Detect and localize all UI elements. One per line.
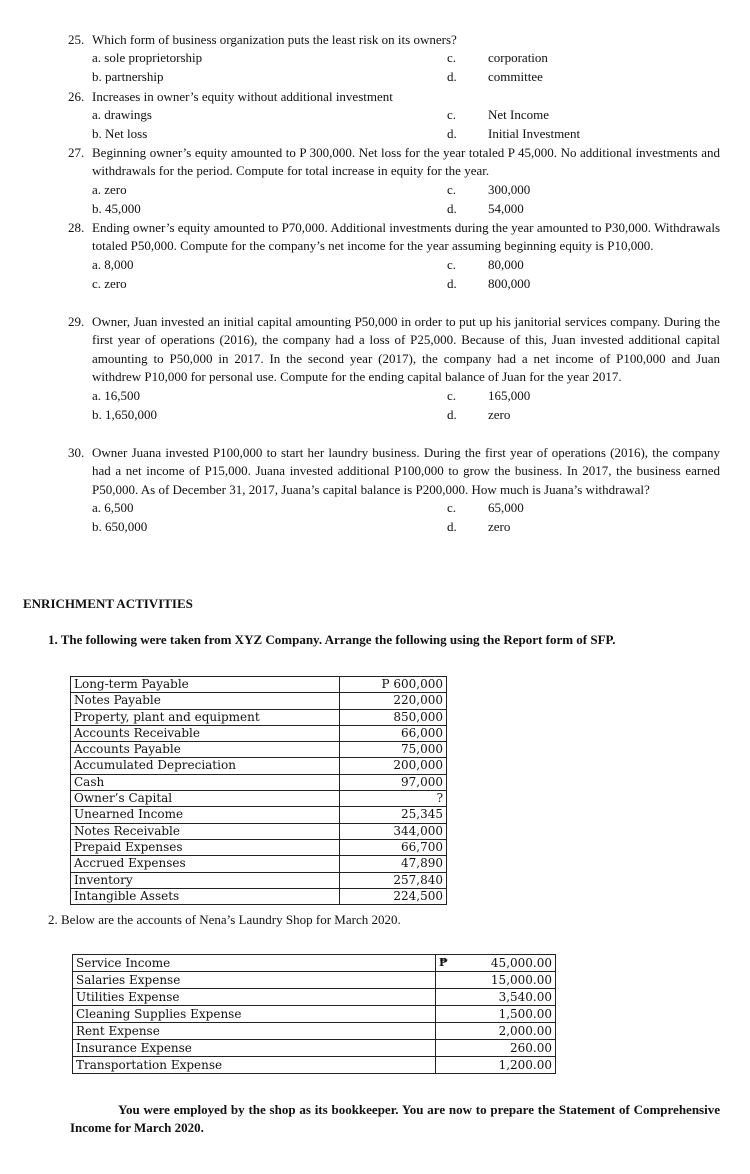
option-letter: d.	[447, 519, 457, 535]
table-row	[71, 677, 447, 693]
account-amount: 3,540.00	[498, 990, 552, 1004]
table-row	[71, 872, 447, 888]
table-row	[73, 955, 556, 972]
question-text: Owner Juana invested P100,000 to start her laundry business. During the first year of operations (2016), the company had a net income of P15,000. Juana invested additional P100,000 to grow the business. In 2017, the business earned P50,000. As of December 31, 2017, Juana’s capital balance is P200,000. How much is Juana’s withdrawal?	[92, 445, 720, 497]
option-letter: c.	[447, 107, 457, 123]
option-left: a. sole proprietorship	[92, 50, 203, 66]
option-right: 300,000	[488, 181, 531, 197]
enrichment-item-2: 2. Below are the accounts of Nena’s Laundry Shop for March 2020.	[48, 912, 401, 927]
options	[92, 499, 720, 537]
option-letter: c.	[447, 181, 457, 197]
account-amount: 15,000.00	[490, 973, 552, 987]
option-left: c. zero	[92, 275, 127, 291]
account-name: Inventory	[71, 872, 340, 888]
table-row	[71, 725, 447, 741]
table-row	[71, 709, 447, 725]
option-letter: d.	[447, 200, 457, 216]
enrichment-item-1: 1. The following were taken from XYZ Company. Arrange the following using the Report form of SFP.	[48, 632, 616, 647]
options	[92, 181, 720, 219]
account-amount: 66,000	[340, 725, 447, 741]
account-amount: 66,700	[340, 839, 447, 855]
option-left: a. 8,000	[92, 256, 134, 272]
account-name: Transportation Expense	[73, 1057, 436, 1074]
option-left: b. partnership	[92, 69, 164, 85]
question-number: 30.	[68, 445, 85, 460]
option-right: 165,000	[488, 387, 531, 403]
question-25	[68, 31, 720, 87]
options	[92, 49, 720, 87]
options	[92, 256, 720, 294]
option-left: a. 16,500	[92, 387, 141, 403]
account-amount-cell	[436, 1023, 556, 1040]
account-name: Long-term Payable	[71, 677, 340, 693]
sfp-accounts-table	[70, 676, 447, 905]
question-number: 26.	[68, 89, 85, 104]
account-amount: 25,345	[340, 807, 447, 823]
option-right: 54,000	[488, 200, 524, 216]
option-right: 800,000	[488, 275, 531, 291]
table-row	[71, 823, 447, 839]
option-right: Initial Investment	[488, 126, 581, 142]
account-name: Notes Receivable	[71, 823, 340, 839]
question-number: 29.	[68, 314, 85, 329]
account-name: Cash	[71, 774, 340, 790]
option-left: b. 1,650,000	[92, 406, 157, 422]
account-amount-cell	[436, 1057, 556, 1074]
account-amount: ?	[340, 791, 447, 807]
account-name: Insurance Expense	[73, 1040, 436, 1057]
account-amount: 75,000	[340, 742, 447, 758]
table-row	[73, 972, 556, 989]
option-row	[92, 275, 720, 294]
option-row	[92, 256, 720, 275]
account-name: Utilities Expense	[73, 989, 436, 1006]
account-amount: 47,890	[340, 856, 447, 872]
options	[92, 387, 720, 425]
account-amount-cell	[436, 989, 556, 1006]
option-row	[92, 200, 720, 219]
question-text: Ending owner’s equity amounted to P70,000. Additional investments during the year amounted to P30,000. Withdrawals totaled P50,000. Compute for the company’s net income for the year assuming beginning equity is P10,000.	[92, 220, 720, 254]
question-text: Owner, Juan invested an initial capital amounting P50,000 in order to put up his janitorial services company. During the first year of operations (2016), the company had a loss of P25,000. Because of this, Juan invested additional capital amounting to P50,000 in 2017. In the second year (2017), the company had a net income of P100,000 and Juan withdrew P10,000 for personal use. Compute for the ending capital balance of Juan for the year 2017.	[92, 314, 720, 385]
account-name: Property, plant and equipment	[71, 709, 340, 725]
option-left: b. 650,000	[92, 519, 148, 535]
question-number: 28.	[68, 220, 85, 235]
table-row	[73, 1006, 556, 1023]
table-row	[71, 856, 447, 872]
question-number: 27.	[68, 145, 85, 160]
account-amount: 224,500	[340, 888, 447, 904]
table-row	[71, 791, 447, 807]
account-name: Owner’s Capital	[71, 791, 340, 807]
account-amount: 45,000.00	[490, 956, 552, 970]
option-left: b. Net loss	[92, 126, 148, 142]
account-amount: 220,000	[340, 693, 447, 709]
account-name: Rent Expense	[73, 1023, 436, 1040]
question-text: Which form of business organization puts the least risk on its owners?	[92, 32, 457, 47]
option-row	[92, 499, 720, 518]
table-row	[73, 1057, 556, 1074]
account-amount: 97,000	[340, 774, 447, 790]
option-right: committee	[488, 69, 543, 85]
option-row	[92, 106, 720, 125]
table-row	[71, 807, 447, 823]
account-amount: 850,000	[340, 709, 447, 725]
question-number: 25.	[68, 32, 85, 47]
option-row	[92, 125, 720, 144]
question-27	[68, 144, 720, 219]
account-amount-cell	[436, 955, 556, 972]
account-amount: 2,000.00	[498, 1024, 552, 1038]
table-row	[71, 693, 447, 709]
option-row	[92, 181, 720, 200]
account-name: Intangible Assets	[71, 888, 340, 904]
question-text: Beginning owner’s equity amounted to P 300,000. Net loss for the year totaled P 45,000. No additional investments and withdrawals for the period. Compute for total increase in equity for the year.	[92, 145, 720, 179]
table-row	[73, 1040, 556, 1057]
option-right: 80,000	[488, 256, 524, 272]
account-amount-cell	[436, 972, 556, 989]
account-amount: P 600,000	[340, 677, 447, 693]
account-amount: 200,000	[340, 758, 447, 774]
option-letter: d.	[447, 126, 457, 142]
question-29	[68, 313, 720, 425]
option-left: a. drawings	[92, 107, 152, 123]
peso-sign: ₱	[439, 956, 448, 969]
account-name: Service Income	[73, 955, 436, 972]
question-30	[68, 444, 720, 537]
option-letter: d.	[447, 275, 457, 291]
table-row	[71, 774, 447, 790]
option-left: a. 6,500	[92, 500, 134, 516]
table-row	[73, 989, 556, 1006]
option-right: zero	[488, 519, 511, 535]
account-amount: 257,840	[340, 872, 447, 888]
enrichment-heading: ENRICHMENT ACTIVITIES	[23, 596, 193, 611]
account-name: Salaries Expense	[73, 972, 436, 989]
option-letter: c.	[447, 387, 457, 403]
account-amount: 344,000	[340, 823, 447, 839]
option-right: 65,000	[488, 500, 524, 516]
option-letter: c.	[447, 50, 457, 66]
table-row	[71, 742, 447, 758]
account-name: Accumulated Depreciation	[71, 758, 340, 774]
account-name: Accounts Receivable	[71, 725, 340, 741]
question-text: Increases in owner’s equity without additional investment	[92, 89, 393, 104]
account-amount: 260.00	[510, 1041, 552, 1055]
account-name: Unearned Income	[71, 807, 340, 823]
option-row	[92, 387, 720, 406]
account-name: Accounts Payable	[71, 742, 340, 758]
account-amount: 1,500.00	[498, 1007, 552, 1021]
question-28	[68, 219, 720, 294]
closing-instruction: You were employed by the shop as its bookkeeper. You are now to prepare the Statement of Comprehensive Income for March 2020.	[70, 1102, 720, 1136]
question-26	[68, 88, 720, 144]
option-right: corporation	[488, 50, 548, 66]
option-row	[92, 49, 720, 68]
option-letter: d.	[447, 406, 457, 422]
option-row	[92, 406, 720, 425]
option-letter: d.	[447, 69, 457, 85]
account-amount-cell	[436, 1006, 556, 1023]
table-row	[71, 758, 447, 774]
laundry-accounts-table	[72, 954, 556, 1074]
option-letter: c.	[447, 500, 457, 516]
table-row	[71, 888, 447, 904]
option-right: Net Income	[488, 107, 550, 123]
option-row	[92, 68, 720, 87]
account-name: Accrued Expenses	[71, 856, 340, 872]
account-amount-cell	[436, 1040, 556, 1057]
table-row	[71, 839, 447, 855]
option-right: zero	[488, 406, 511, 422]
account-name: Prepaid Expenses	[71, 839, 340, 855]
option-left: b. 45,000	[92, 200, 141, 216]
table-row	[73, 1023, 556, 1040]
option-row	[92, 518, 720, 537]
account-name: Cleaning Supplies Expense	[73, 1006, 436, 1023]
account-name: Notes Payable	[71, 693, 340, 709]
option-letter: c.	[447, 256, 457, 272]
options	[92, 106, 720, 144]
account-amount: 1,200.00	[498, 1058, 552, 1072]
option-left: a. zero	[92, 181, 127, 197]
